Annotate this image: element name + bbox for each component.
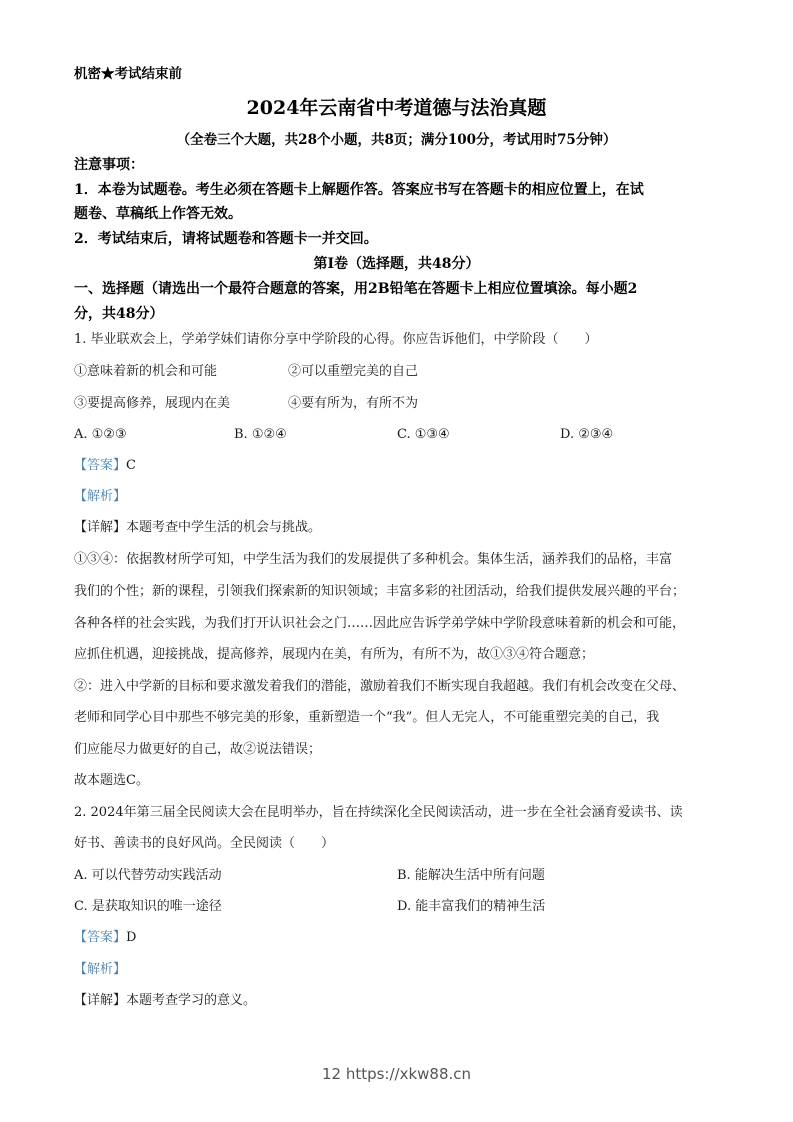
confidential-label: 机密★考试结束前 (74, 66, 182, 82)
q1-detail-line: 【详解】本题考查中学生活的机会与挑战。 (74, 520, 322, 535)
notice-item-1-cont: 题卷、草稿纸上作答无效。 (74, 206, 242, 222)
q1-statement-3: ③要提高修养，展现内在美 (74, 396, 231, 411)
q1-detail-line: ①③④：依据教材所学可知，中学生活为我们的发展提供了多种机会。集体生活，涵养我们的品格，丰富 (74, 552, 673, 567)
q1-conclusion: 故本题选C。 (74, 773, 149, 788)
q2-option-a: A. 可以代替劳动实践活动 (74, 868, 222, 883)
page-title: 2024年云南省中考道德与法治真题 (246, 97, 547, 119)
q1-analysis-tag: 【解析】 (74, 489, 127, 504)
q2-option-d: D. 能丰富我们的精神生活 (397, 899, 546, 914)
answer-tag: 【答案】 (74, 458, 127, 473)
part-heading: 一、选择题（请选出一个最符合题意的答案，用2B铅笔在答题卡上相应位置填涂。每小题2 (74, 281, 638, 297)
q1-answer (74, 458, 136, 474)
q2-option-b: B. 能解决生活中所有问题 (397, 868, 545, 883)
notice-item-2: 2．考试结束后，请将试题卷和答题卡一并交回。 (74, 231, 378, 247)
q1-statement-4: ④要有所为，有所不为 (288, 396, 419, 411)
part-heading-cont: 分，共48分） (74, 306, 164, 322)
notice-heading: 注意事项： (74, 157, 144, 173)
q1-detail-line: 应抓住机遇，迎接挑战，提高修养，展现内在美，有所为，有所不为，故①③④符合题意； (74, 647, 595, 662)
q2-analysis-tag: 【解析】 (74, 962, 127, 977)
q1-option-c: C. ①③④ (397, 427, 450, 442)
q1-detail-line: 我们的个性；新的课程，引领我们探索新的知识领域；丰富多彩的社团活动，给我们提供发展兴趣的平台； (74, 584, 686, 599)
exam-subtitle: （全卷三个大题，共28个小题，共8页；满分100分，考试用时75分钟） (176, 132, 617, 148)
question-2-stem-cont: 好书、善读书的良好风尚。全民阅读（ ） (74, 836, 335, 851)
answer-tag: 【答案】 (74, 930, 127, 945)
q1-detail-line: 老师和同学心目中那些不够完美的形象，重新塑造一个“我”。但人无完人，不可能重塑完美的自己，我 (74, 710, 660, 725)
notice-item-1: 1．本卷为试题卷。考生必须在答题卡上解题作答。答案应书写在答题卡的相应位置上，在试 (74, 182, 644, 198)
q1-detail-line: ②：进入中学新的目标和要求激发着我们的潜能，激励着我们不断实现自我超越。我们有机会改变在父母、 (74, 679, 686, 694)
q1-detail-line: 各种各样的社会实践，为我们打开认识社会之门……因此应告诉学弟学妹中学阶段意味着新的机会和可能， (74, 616, 686, 631)
page-footer-watermark: 12 https://xkw88.cn (321, 1065, 472, 1083)
q1-statement-2: ②可以重塑完美的自己 (288, 364, 419, 379)
question-1-stem: 1. 毕业联欢会上，学弟学妹们请你分享中学阶段的心得。你应告诉他们，中学阶段（ ） (74, 332, 598, 347)
q1-detail-line: 们应能尽力做更好的自己，故②说法错误； (74, 742, 322, 757)
q2-option-c: C. 是获取知识的唯一途径 (74, 899, 222, 914)
answer-value: D (126, 930, 137, 945)
volume-title: 第Ⅰ卷（选择题，共48分） (313, 256, 480, 272)
question-2-stem: 2. 2024年第三届全民阅读大会在昆明举办，旨在持续深化全民阅读活动，进一步在全社会涵育爱读书、读 (74, 805, 683, 820)
q1-option-b: B. ①②④ (234, 427, 287, 442)
q1-option-d: D. ②③④ (560, 427, 614, 442)
q1-option-a: A. ①②③ (74, 427, 127, 442)
answer-value: C (126, 458, 136, 473)
q2-detail-line: 【详解】本题考查学习的意义。 (74, 993, 257, 1008)
q1-statement-1: ①意味着新的机会和可能 (74, 364, 218, 379)
q2-answer (74, 930, 136, 946)
